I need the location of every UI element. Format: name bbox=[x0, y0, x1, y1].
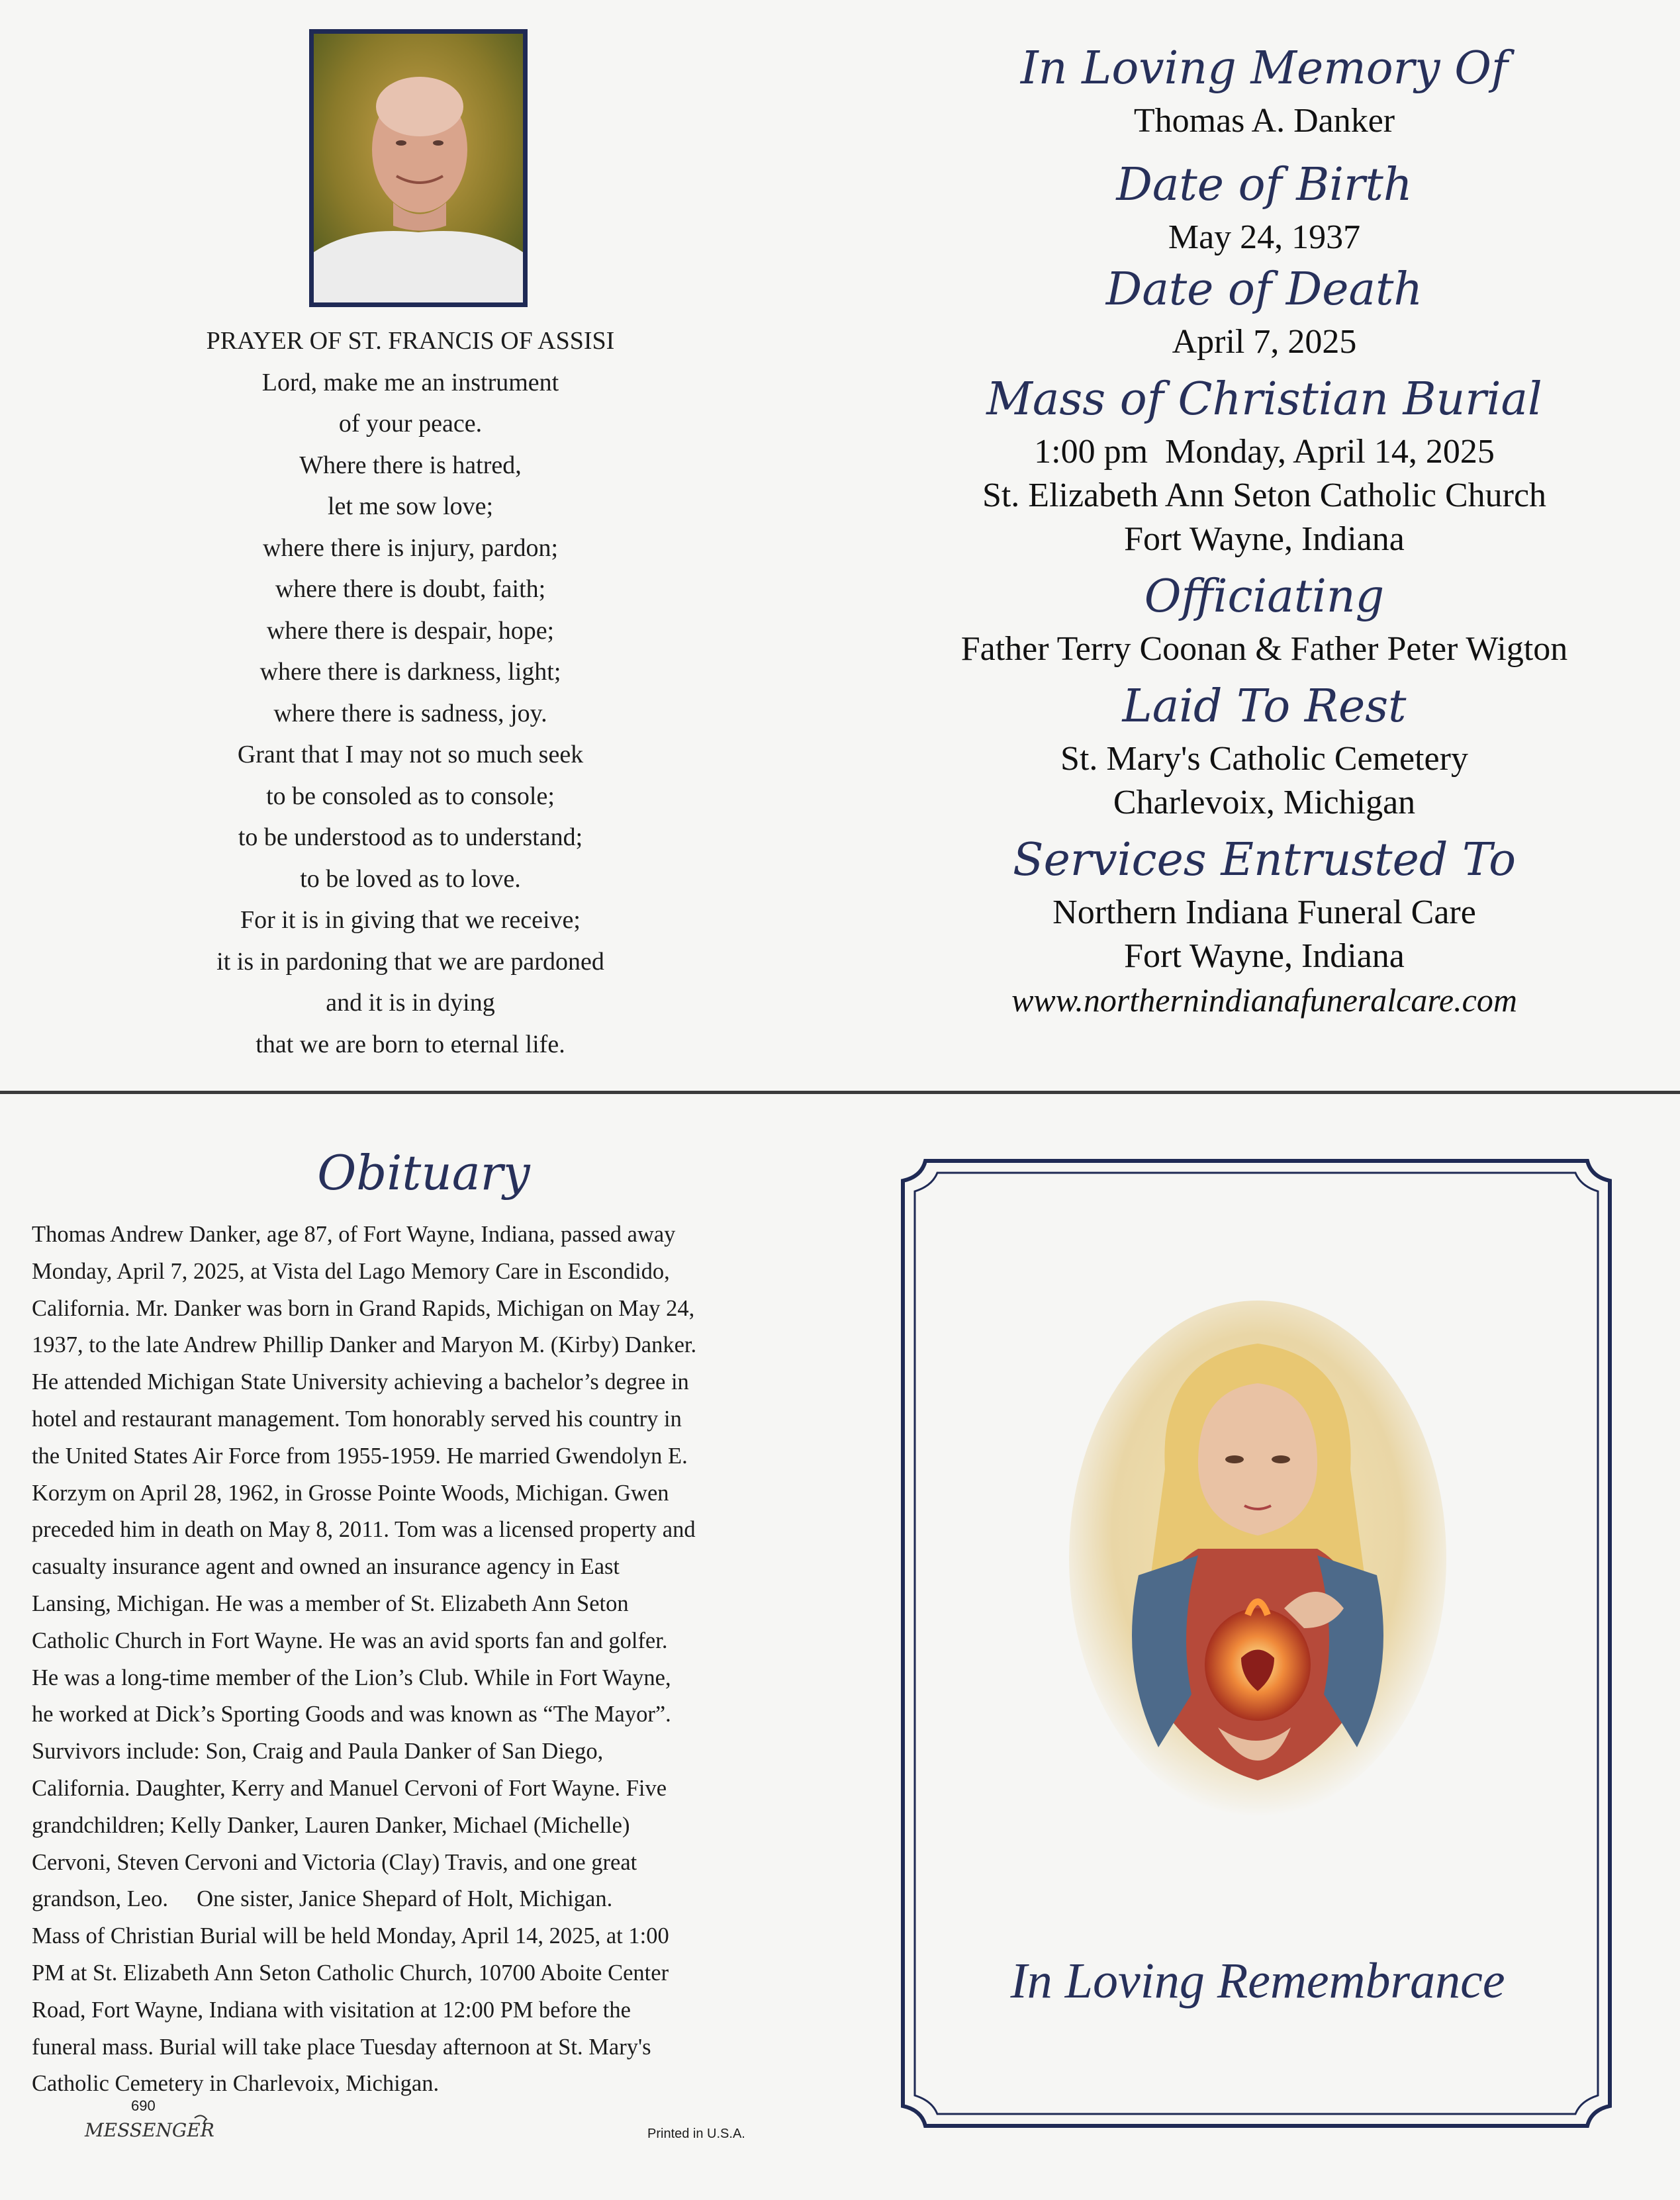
services-city: Fort Wayne, Indiana bbox=[1124, 937, 1405, 975]
obituary-line: hotel and restaurant management. Tom honorably served his country in bbox=[32, 1406, 682, 1432]
prayer-line: Where there is hatred, bbox=[299, 451, 522, 479]
obituary-line: he worked at Dick’s Sporting Goods and was known as “The Mayor”. bbox=[32, 1702, 671, 1727]
obituary-line: 1937, to the late Andrew Phillip Danker and Maryon M. (Kirby) Danker. bbox=[32, 1332, 697, 1358]
deceased-name: Thomas A. Danker bbox=[1133, 102, 1395, 140]
prayer-line: where there is despair, hope; bbox=[266, 616, 555, 645]
messenger-logo-text: MESSENGER bbox=[85, 2119, 214, 2141]
obituary-line: Cervoni, Steven Cervoni and Victoria (Clay) Travis, and one great bbox=[32, 1849, 637, 1875]
messenger-logo bbox=[82, 2111, 221, 2144]
obituary-line: funeral mass. Burial will take place Tuesday afternoon at St. Mary's bbox=[32, 2034, 651, 2060]
rest-heading: Laid To Rest bbox=[1122, 680, 1407, 733]
mass-city: Fort Wayne, Indiana bbox=[1124, 520, 1405, 558]
obituary-line: Mass of Christian Burial will be held Monday, April 14, 2025, at 1:00 bbox=[32, 1923, 669, 1949]
obituary-line: Lansing, Michigan. He was a member of St. Elizabeth Ann Seton bbox=[32, 1590, 629, 1616]
prayer-line: of your peace. bbox=[338, 410, 483, 437]
prayer-line: that we are born to eternal life. bbox=[256, 1030, 565, 1058]
prayer-line: to be understood as to understand; bbox=[238, 823, 583, 851]
remembrance-title: In Loving Remembrance bbox=[1010, 1953, 1505, 2009]
prayer-section bbox=[106, 320, 715, 1065]
obituary-line: Catholic Cemetery in Charlevoix, Michigan. bbox=[32, 2071, 440, 2097]
printed-in-usa: Printed in U.S.A. bbox=[647, 2127, 745, 2141]
obituary-line: Survivors include: Son, Craig and Paula Danker of San Diego, bbox=[32, 1739, 604, 1765]
obituary-line: He attended Michigan State University achieving a bachelor’s degree in bbox=[32, 1369, 689, 1395]
officiating-heading: Officiating bbox=[1144, 571, 1385, 623]
obituary-line: Korzym on April 28, 1962, in Grosse Pointe Woods, Michigan. Gwen bbox=[32, 1480, 669, 1506]
memory-heading: In Loving Memory Of bbox=[1020, 42, 1509, 95]
obituary-line: preceded him in death on May 8, 2011. Tom was a licensed property and bbox=[32, 1517, 696, 1543]
prayer-line: where there is darkness, light; bbox=[259, 658, 561, 686]
obituary-line: the United States Air Force from 1955-1959. He married Gwendolyn E. bbox=[32, 1443, 688, 1469]
obituary-line: PM at St. Elizabeth Ann Seton Catholic Church, 10700 Aboite Center bbox=[32, 1960, 669, 1986]
death-date: April 7, 2025 bbox=[1172, 323, 1357, 361]
card-code: 690 bbox=[131, 2097, 156, 2114]
portrait-image bbox=[314, 34, 523, 302]
prayer-line: Lord, make me an instrument bbox=[261, 368, 559, 396]
obituary-line: Road, Fort Wayne, Indiana with visitation at 12:00 PM before the bbox=[32, 1997, 631, 2023]
obituary-title: Obituary bbox=[317, 1145, 530, 1201]
obituary-line: grandchildren; Kelly Danker, Lauren Danker, Michael (Michelle) bbox=[32, 1812, 630, 1838]
prayer-line: Grant that I may not so much seek bbox=[237, 741, 584, 768]
obituary-line: casualty insurance agent and owned an insurance agency in East bbox=[32, 1554, 620, 1580]
mary-image bbox=[1066, 1297, 1450, 1820]
mass-time: 1:00 pm Monday, April 14, 2025 bbox=[1034, 433, 1495, 471]
birth-heading: Date of Birth bbox=[1116, 159, 1413, 211]
mass-heading: Mass of Christian Burial bbox=[986, 373, 1542, 426]
prayer-line: let me sow love; bbox=[327, 492, 494, 520]
services-heading: Services Entrusted To bbox=[1012, 834, 1517, 886]
prayer-line: it is in pardoning that we are pardoned bbox=[216, 947, 604, 976]
obituary-line: He was a long-time member of the Lion’s Club. While in Fort Wayne, bbox=[32, 1665, 671, 1690]
rest-place: St. Mary's Catholic Cemetery bbox=[1060, 740, 1468, 778]
prayer-line: where there is doubt, faith; bbox=[275, 575, 546, 603]
portrait-photo bbox=[309, 29, 528, 307]
obituary-line: Monday, April 7, 2025, at Vista del Lago Memory Care in Escondido, bbox=[32, 1258, 670, 1284]
prayer-title: PRAYER OF ST. FRANCIS OF ASSISI bbox=[206, 327, 615, 355]
death-heading: Date of Death bbox=[1105, 263, 1423, 316]
prayer-line: where there is sadness, joy. bbox=[273, 699, 547, 727]
officiating-names: Father Terry Coonan & Father Peter Wigton bbox=[960, 630, 1568, 668]
obituary-line: Thomas Andrew Danker, age 87, of Fort Wayne, Indiana, passed away bbox=[32, 1222, 676, 1247]
services-name: Northern Indiana Funeral Care bbox=[1052, 894, 1476, 931]
obituary-text bbox=[32, 1216, 813, 2103]
services-url[interactable]: www.northernindianafuneralcare.com bbox=[1011, 982, 1517, 1019]
service-info bbox=[861, 38, 1668, 1022]
mass-church: St. Elizabeth Ann Seton Catholic Church bbox=[982, 477, 1547, 514]
obituary-line: California. Mr. Danker was born in Grand Rapids, Michigan on May 24, bbox=[32, 1295, 695, 1321]
prayer-line: where there is injury, pardon; bbox=[263, 533, 558, 562]
prayer-line: to be consoled as to console; bbox=[266, 782, 555, 810]
prayer-line: to be loved as to love. bbox=[300, 864, 521, 893]
fold-divider bbox=[0, 1091, 1680, 1094]
obituary-line: grandson, Leo. One sister, Janice Shepard of Holt, Michigan. bbox=[32, 1886, 613, 1912]
prayer-line: For it is in giving that we receive; bbox=[240, 906, 581, 934]
prayer-line: and it is in dying bbox=[326, 989, 495, 1017]
rest-city: Charlevoix, Michigan bbox=[1113, 784, 1416, 821]
birth-date: May 24, 1937 bbox=[1168, 218, 1361, 256]
obituary-line: Catholic Church in Fort Wayne. He was an avid sports fan and golfer. bbox=[32, 1627, 668, 1653]
obituary-line: California. Daughter, Kerry and Manuel Cervoni of Fort Wayne. Five bbox=[32, 1775, 667, 1801]
